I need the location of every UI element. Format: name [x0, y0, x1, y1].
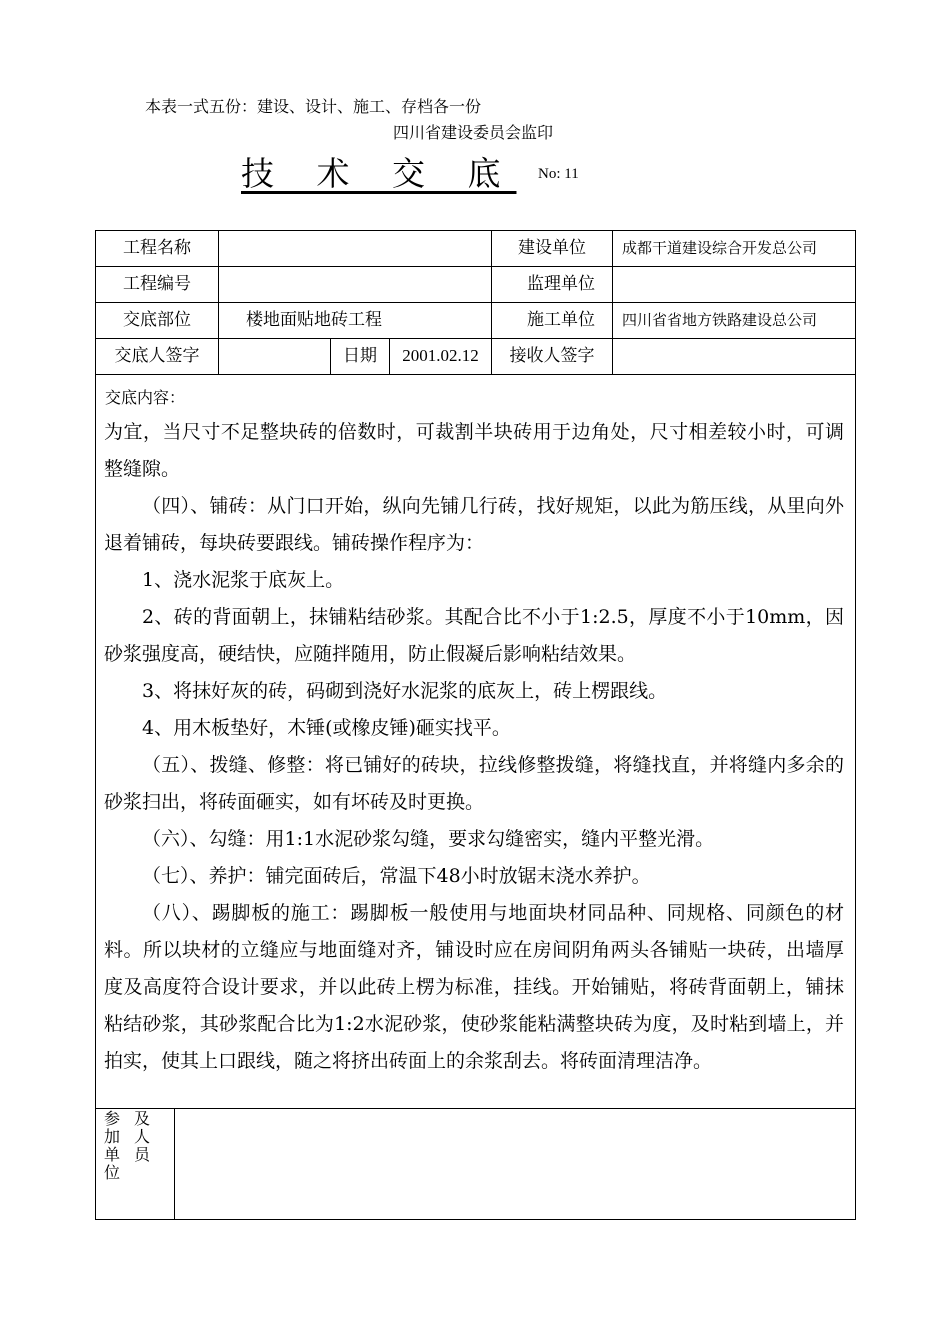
project-name-label: 工程名称	[123, 238, 191, 258]
content-paragraph: （六）、勾缝：用1:1水泥砂浆勾缝，要求勾缝密实，缝内平整光滑。	[142, 828, 715, 850]
col-divider	[612, 230, 613, 374]
content-body	[104, 414, 844, 1080]
printer-note: 四川省建设委员会监印	[393, 123, 554, 142]
participants-label-col1: 参加单位	[104, 1109, 121, 1182]
construction-unit-value[interactable]: 四川省省地方铁路建设总公司	[622, 311, 818, 329]
date-value[interactable]: 2001.02.12	[402, 346, 479, 365]
content-paragraph: 4、用木板垫好，木锤(或橡皮锤)砸实找平。	[142, 717, 511, 739]
document-title: 技 术 交 底	[241, 154, 517, 193]
document-number: No: 11	[538, 166, 579, 182]
row-divider	[95, 1108, 856, 1109]
construction-unit-label: 施工单位	[527, 310, 595, 330]
disclosure-part-value[interactable]: 楼地面贴地砖工程	[246, 310, 382, 330]
supervision-unit-label: 监理单位	[527, 274, 595, 294]
receiver-signature-label: 接收人签字	[509, 346, 595, 366]
row-divider	[95, 374, 856, 375]
copies-note: 本表一式五份：建设、设计、施工、存档各一份	[145, 97, 482, 116]
content-paragraph: 1、浇水泥浆于底灰上。	[142, 569, 345, 591]
date-label: 日期	[343, 346, 377, 366]
content-paragraph: 为宜，当尺寸不足整块砖的倍数时，可裁割半块砖用于边角处，尺寸相差较小时，可调整缝隙。	[104, 421, 844, 480]
content-paragraph: 3、将抹好灰的砖，码砌到浇好水泥浆的底灰上，砖上楞跟线。	[142, 680, 668, 702]
content-paragraph: 2、砖的背面朝上，抹铺粘结砂浆。其配合比不小于1:2.5，厚度不小于10mm，因砂浆强度高，硬结快，应随拌随用，防止假凝后影响粘结效果。	[104, 606, 844, 665]
content-paragraph: （七）、养护：铺完面砖后，常温下48小时放锯末浇水养护。	[142, 865, 651, 887]
content-paragraph: （四）、铺砖：从门口开始，纵向先铺几行砖，找好规矩，以此为筋压线，从里向外退着铺砖，每块砖要跟线。铺砖操作程序为：	[104, 495, 844, 554]
content-label: 交底内容：	[105, 388, 186, 407]
col-divider	[218, 230, 219, 374]
disclosure-part-label: 交底部位	[123, 310, 191, 330]
discloser-signature-label: 交底人签字	[114, 346, 200, 366]
project-no-label: 工程编号	[123, 274, 191, 294]
build-unit-value[interactable]: 成都干道建设综合开发总公司	[622, 239, 818, 257]
participants-label-col2: 及人员	[134, 1109, 151, 1164]
col-divider	[174, 1108, 175, 1220]
content-paragraph: （五）、拨缝、修整：将已铺好的砖块，拉线修整拨缝，将缝找直，并将缝内多余的砂浆扫出，将砖面砸实，如有坏砖及时更换。	[104, 754, 844, 813]
build-unit-label: 建设单位	[518, 238, 586, 258]
content-paragraph: （八）、踢脚板的施工：踢脚板一般使用与地面块材同品种、同规格、同颜色的材料。所以块材的立缝应与地面缝对齐，铺设时应在房间阴角两头各铺贴一块砖，出墙厚度及高度符合设计要求，并以此砖上楞为标准，挂线。开始铺贴，将砖背面朝上，铺抹粘结砂浆，其砂浆配合比为1:2水泥砂浆，使砂浆能粘满整块砖为度，及时粘到墙上，并拍实，使其上口跟线，随之将挤出砖面上的余浆刮去。将砖面清理洁净。	[104, 902, 844, 1072]
